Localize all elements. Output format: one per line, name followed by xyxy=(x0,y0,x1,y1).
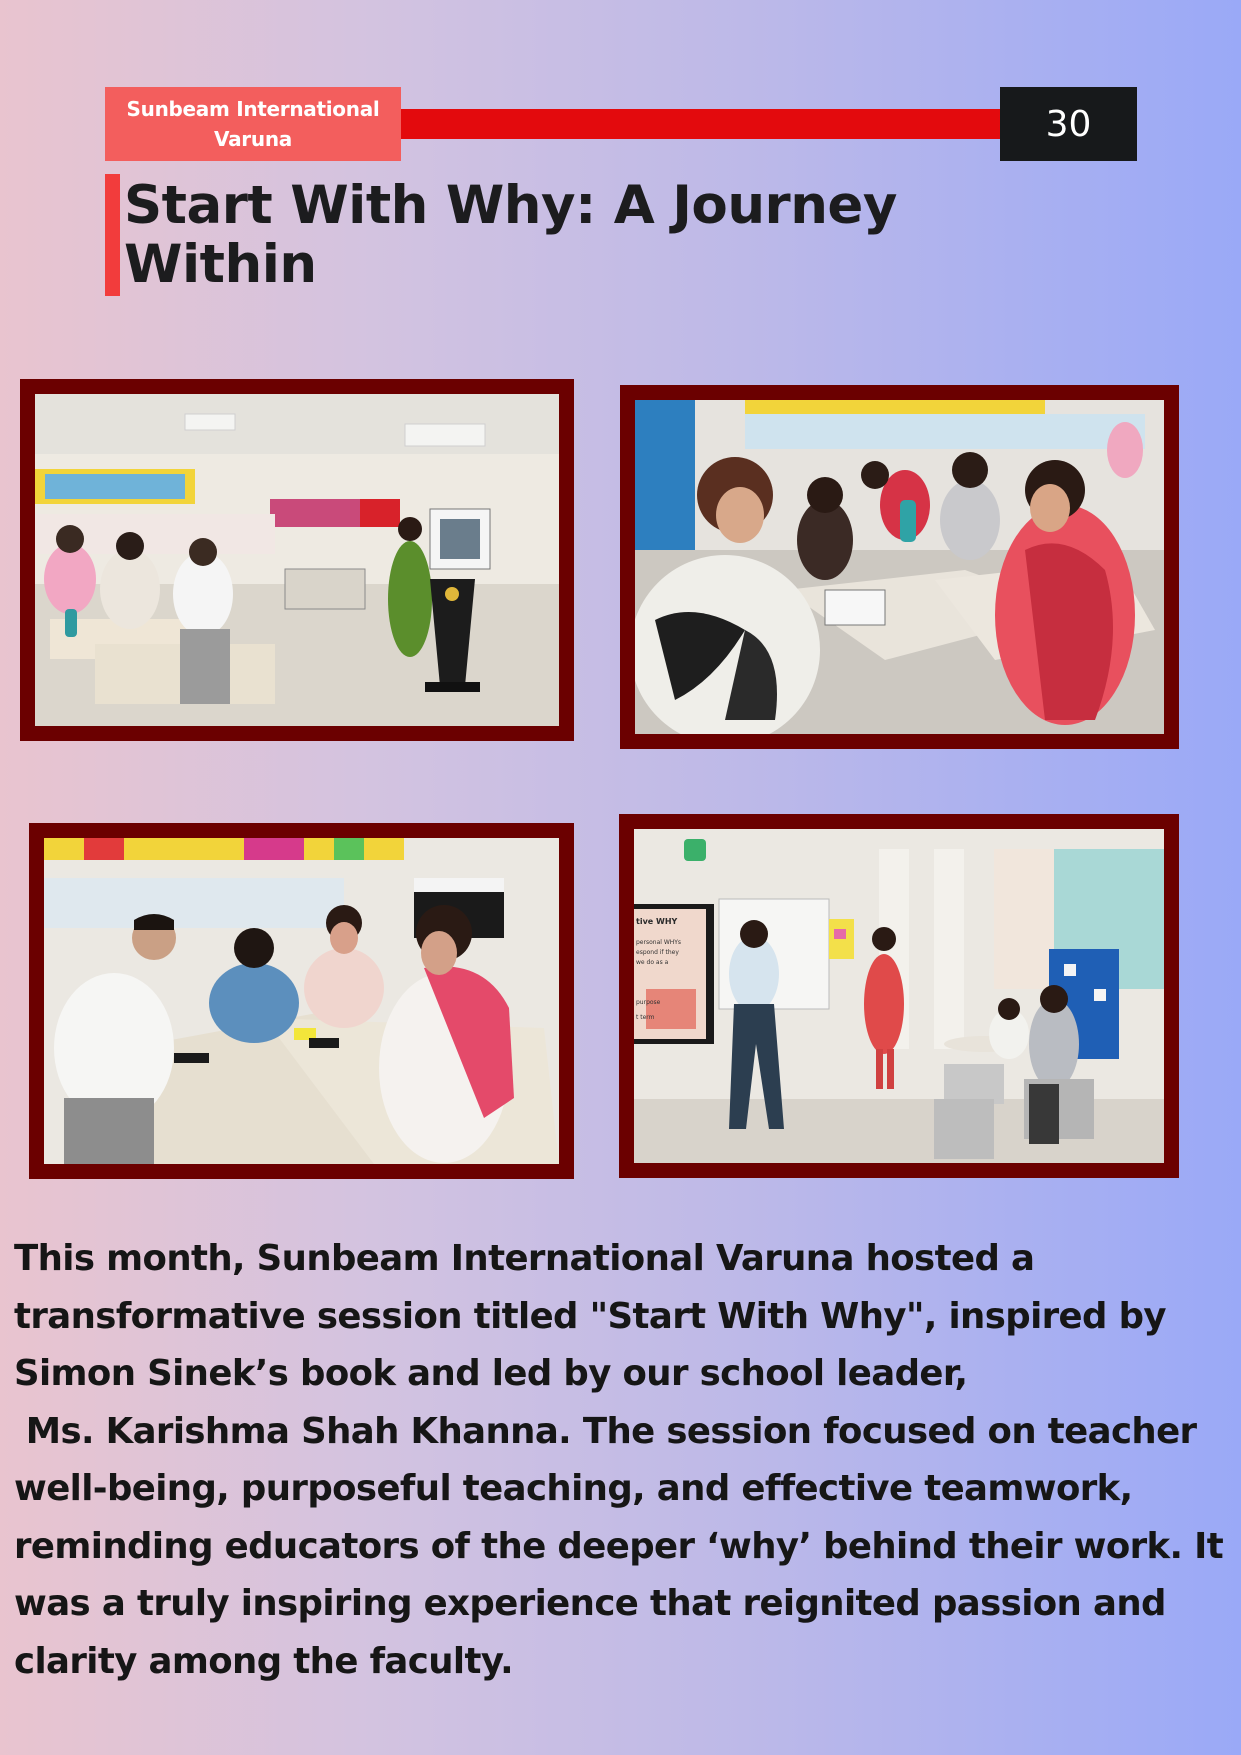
school-name-line1: Sunbeam International xyxy=(126,97,380,121)
school-name-line2: Varuna xyxy=(214,127,292,151)
article-body-line: This month, Sunbeam International Varuna hosted a xyxy=(14,1238,1035,1279)
session-photo-teachers-writing xyxy=(620,385,1179,749)
photo-presentation-image xyxy=(634,829,1164,1163)
article-body-line: Simon Sinek’s book and led by our school leader, xyxy=(14,1353,968,1394)
article-body-line: Ms. Karishma Shah Khanna. The session focused on teacher xyxy=(14,1410,1197,1452)
article-body-line: clarity among the faculty. xyxy=(14,1640,513,1682)
article-body-line: transformative session titled "Start With Why", inspired by xyxy=(14,1295,1166,1337)
session-photo-speaker xyxy=(20,379,574,741)
screen-text-line6: t term xyxy=(636,1014,655,1021)
screen-text-line1: tive WHY xyxy=(636,917,678,926)
page-title-line1: Start With Why: A Journey xyxy=(124,175,897,236)
page-title-line2: Within xyxy=(124,234,317,295)
photo-group-activity-image xyxy=(44,838,559,1164)
session-photo-presentation xyxy=(619,814,1179,1178)
screen-text-line2: personal WHYs xyxy=(636,939,682,946)
article-body-line: was a truly inspiring experience that reignited passion and xyxy=(14,1583,1166,1624)
header-divider-bar xyxy=(401,109,1001,139)
photo-teachers-writing-image xyxy=(635,400,1164,734)
screen-text-line5: purpose xyxy=(636,999,661,1006)
screen-text-line4: we do as a xyxy=(636,959,669,966)
article-body-line: reminding educators of the deeper ‘why’ behind their work. It xyxy=(14,1525,1224,1567)
title-accent-bar xyxy=(105,174,120,296)
session-photo-group-activity xyxy=(29,823,574,1179)
photo-speaker-image xyxy=(35,394,559,726)
school-name-badge xyxy=(105,87,401,161)
article-body xyxy=(14,1230,1229,1690)
page-title xyxy=(124,176,1024,294)
screen-text-line3: espond if they xyxy=(636,949,679,956)
page-number: 30 xyxy=(1000,87,1137,161)
article-body-line: well-being, purposeful teaching, and effective teamwork, xyxy=(14,1468,1133,1509)
